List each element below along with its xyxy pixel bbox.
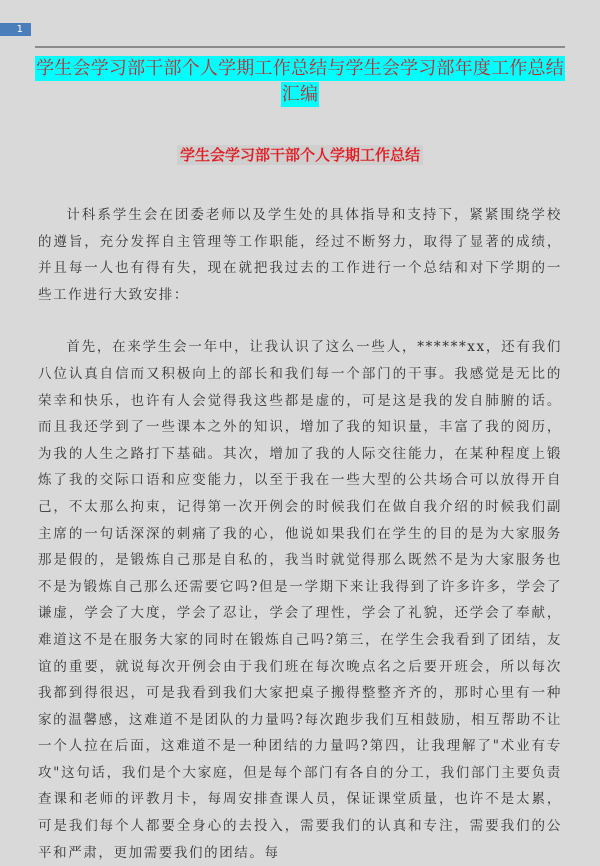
document-title	[30, 56, 570, 108]
document-title-text: 学生会学习部干部个人学期工作总结与学生会学习部年度工作总结汇编	[36, 58, 564, 105]
paragraph-main: 首先，在来学生会一年中，让我认识了这么一些人，******xx，还有我们八位认真自信而又积极向上的部长和我们每一个部门的干事。我感觉是无比的荣幸和快乐，也许有人会觉得我这些都是虚的，可是这是我的发自肺腑的话。而且我还学到了一些课本之外的知识，增加了我的知识量，丰富了我的阅历，为我的人生之路打下基础。其次，增加了我的人际交往能力，在某种程度上锻炼了我的交际口语和应变能力，以至于我在一些大型的公共场合可以放得开自己，不太那么拘束，记得第一次开例会的时候我们在做自我介绍的时候我们副主席的一句话深深的刺痛了我的心，他说如果我们在学生的目的是为大家服务那是假的，是锻炼自己那是自私的，我当时就觉得那么既然不是为大家服务也不是为锻炼自己那么还需要它吗?但是一学期下来让我得到了许多许多，学会了谦虚，学会了大度，学会了忍让，学会了理性，学会了礼貌，还学会了奉献，难道这不是在服务大家的同时在锻炼自己吗?第三，在学生会我看到了团结，友谊的重要，就说每次开例会由于我们班在每次晚点名之后要开班会，所以每次我都到得很迟，可是我看到我们大家把桌子搬得整整齐齐的，那时心里有一种家的温馨感，这难道不是团队的力量吗?每次跑步我们互相鼓励，相互帮助不让一个人拉在后面，这难道不是一种团结的力量吗?第四，让我理解了"术业有专攻"这句话，我们是个大家庭，但是每个部门有各自的分工，我们部门主要负责查课和老师的评教月卡，每周安排查课人员，保证课堂质量，也许不是太累，可是我们每个人都要全身心的去投入，需要我们的认真和专注，需要我们的公平和严肃，更加需要我们的团结。每	[38, 339, 562, 861]
section-heading	[0, 144, 600, 166]
document-body	[38, 202, 562, 866]
section-heading-text: 学生会学习部干部个人学期工作总结	[177, 145, 423, 165]
header-divider	[35, 46, 565, 48]
page-number-badge: 1	[0, 23, 31, 36]
paragraph-intro: 计科系学生会在团委老师以及学生处的具体指导和支持下，紧紧围绕学校的遵旨，充分发挥自主管理等工作职能，经过不断努力，取得了显著的成绩，并且每一人也有得有失，现在就把我过去的工作进行一个总结和对下学期的一些工作进行大致安排：	[38, 207, 562, 303]
